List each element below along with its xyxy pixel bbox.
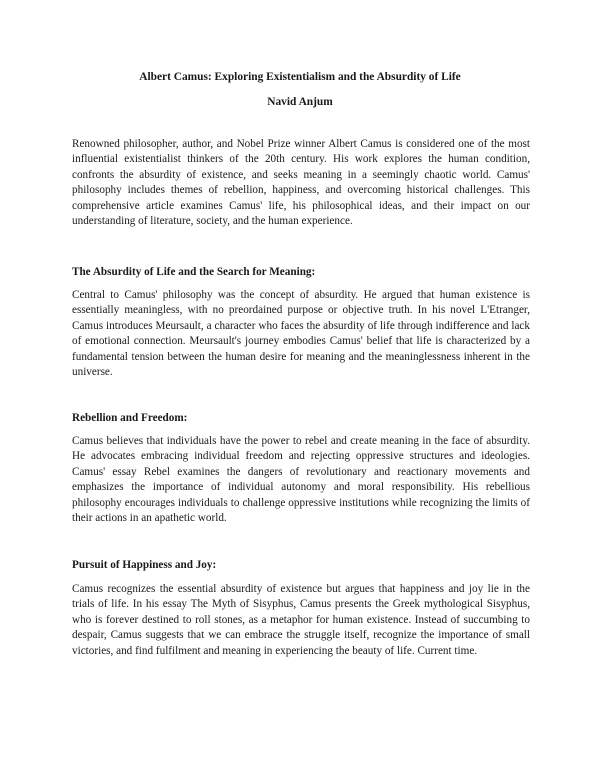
intro-paragraph: Renowned philosopher, author, and Nobel Prize winner Albert Camus is considered one of the most influential existentialist thinkers of the 20th century. His work explores the human condition, confronts the absurdity of existence, and seeks meaning in a seemingly chaotic world. Camus' philosophy includes themes of rebellion, happiness, and overcoming historical challenges. This comprehensive article examines Camus' life, his philosophical ideas, and their impact on our understanding of literature, society, and the human experience. bbox=[72, 138, 530, 228]
document-author: Navid Anjum bbox=[267, 96, 333, 108]
section-body-absurdity: Central to Camus' philosophy was the concept of absurdity. He argued that human existence is essentially meaningless, with no preordained purpose or objective truth. In his novel L'Etranger, Camus introduces Meursault, a character who faces the absurdity of life through indifference and lack of emotional connection. Meursault's journey embodies Camus' belief that life is characterized by a fundamental tension between the human desire for meaning and the meaninglessness inherent in the universe. bbox=[72, 289, 530, 379]
section-body-rebellion: Camus believes that individuals have the power to rebel and create meaning in the face of absurdity. He advocates embracing individual freedom and rejecting oppressive structures and ideologies. Camus' essay Rebel examines the dangers of revolutionary and reactionary movements and emphasizes the importance of individual autonomy and moral responsibility. His rebellious philosophy encourages individuals to challenge oppressive institutions while recognizing the limits of their actions in an apathetic world. bbox=[72, 435, 530, 525]
section-heading-rebellion: Rebellion and Freedom: bbox=[72, 412, 188, 424]
document-title: Albert Camus: Exploring Existentialism and the Absurdity of Life bbox=[139, 71, 461, 83]
section-body-happiness: Camus recognizes the essential absurdity of existence but argues that happiness and joy lie in the trials of life. In his essay The Myth of Sisyphus, Camus presents the Greek mythological Sisyphus, who is forever destined to roll stones, as a metaphor for human existence. Instead of succumbing to despair, Camus suggests that we can embrace the struggle itself, recognize the importance of small victories, and find fulfilment and meaning in experiencing the beauty of life. Current time. bbox=[72, 583, 530, 657]
section-heading-absurdity: The Absurdity of Life and the Search for Meaning: bbox=[72, 266, 316, 278]
section-heading-happiness: Pursuit of Happiness and Joy: bbox=[72, 559, 217, 571]
